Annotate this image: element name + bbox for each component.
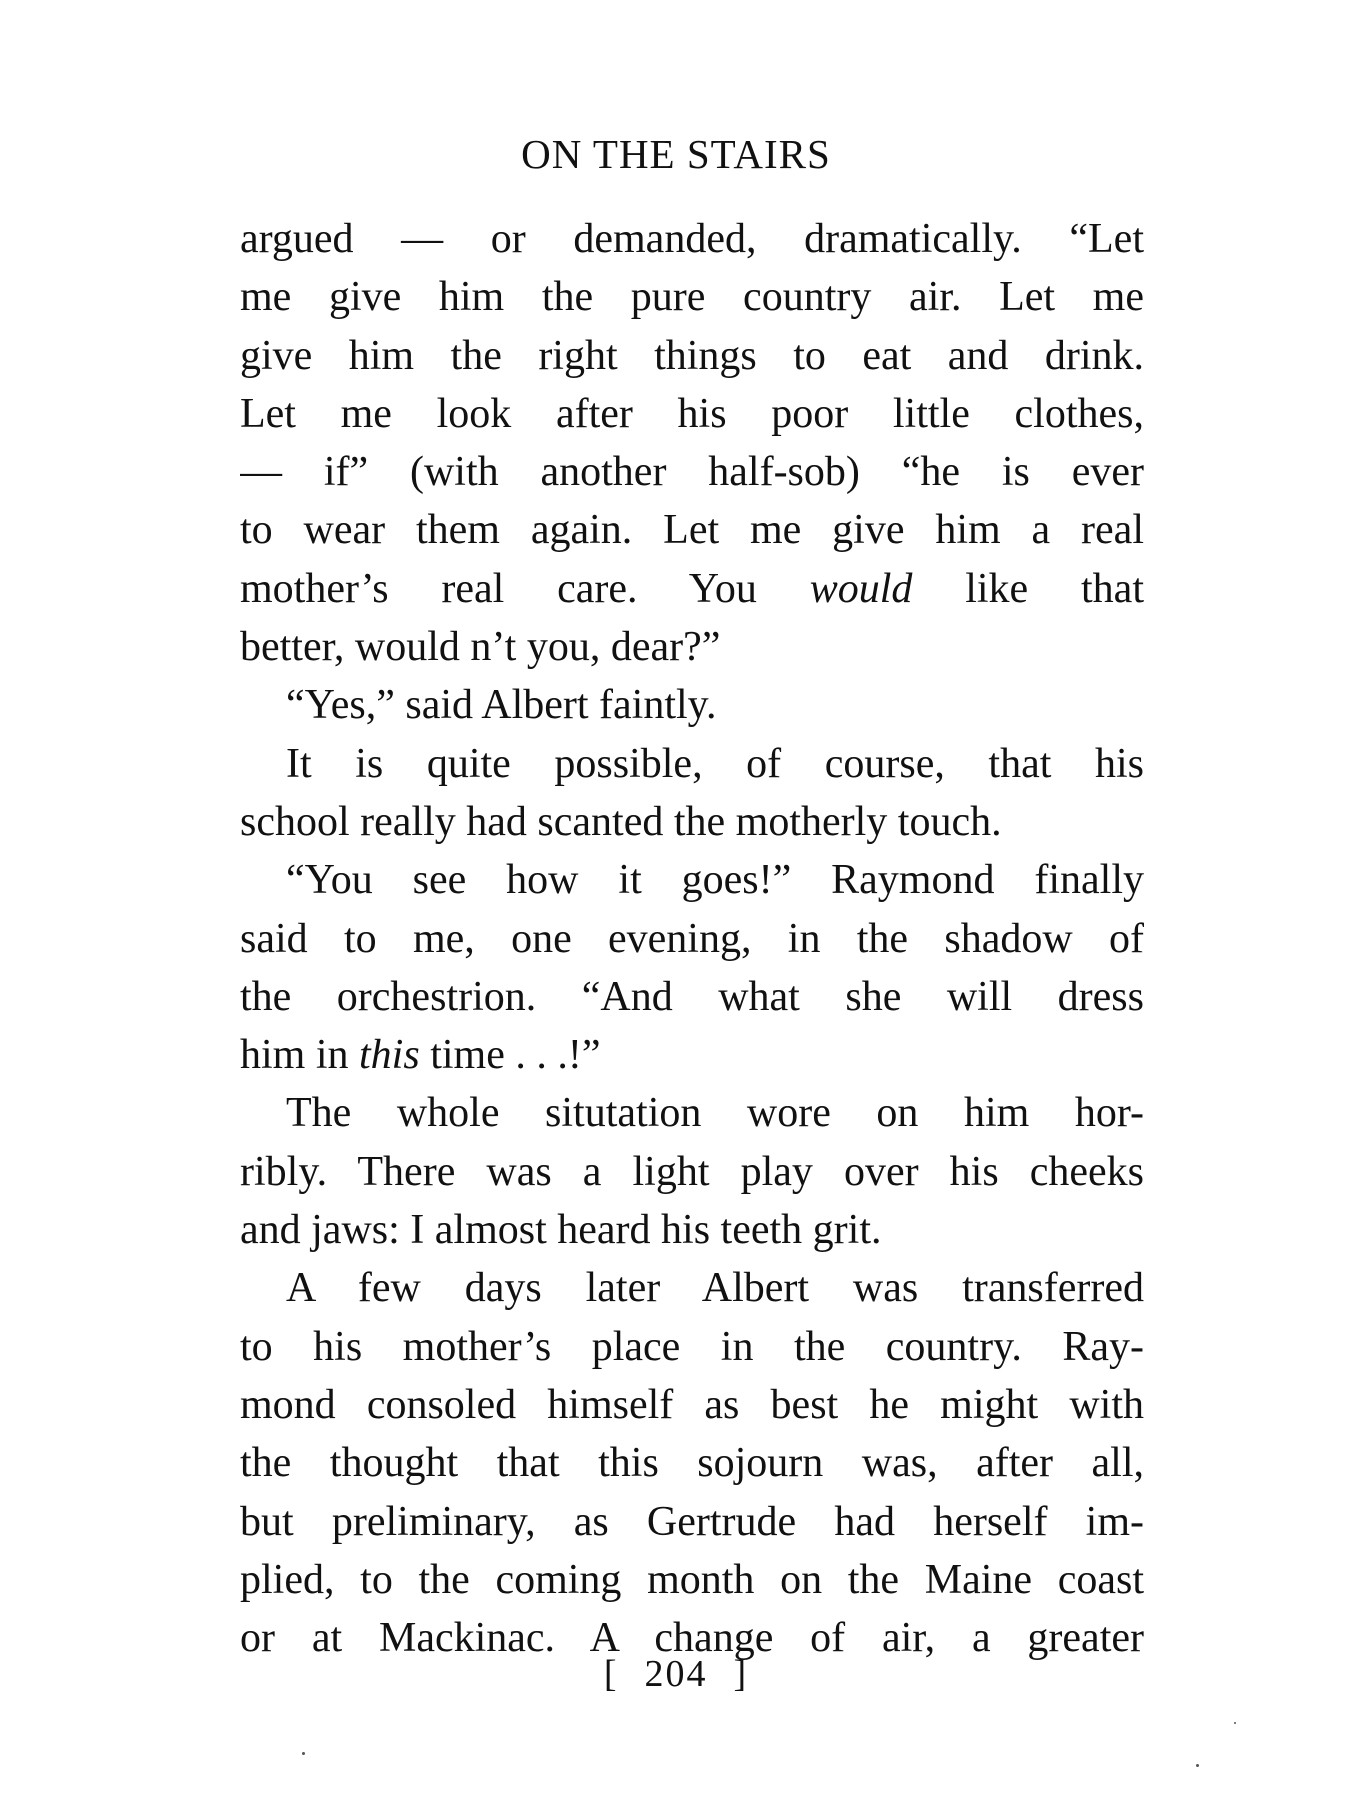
text-line: give him the right things to eat and drink. — [240, 332, 1144, 379]
body-text — [240, 210, 1144, 1667]
italic-emphasis: this — [359, 1032, 420, 1079]
text-line: “Yes,” said Albert faintly. — [286, 682, 717, 729]
text-line: mother’s real care. You would like that — [240, 565, 1144, 612]
text-line: him in this time . . .!” — [240, 1032, 601, 1079]
text-line: argued — or demanded, dramatically. “Let — [240, 216, 1144, 262]
text-line: school really had scanted the motherly touch. — [240, 798, 1002, 845]
text-line: It is quite possible, of course, that his — [286, 740, 1144, 787]
text-line: Let me look after his poor little clothes, — [240, 390, 1144, 437]
text-line: said to me, one evening, in the shadow of — [240, 915, 1144, 962]
scan-speck — [1196, 1764, 1199, 1767]
text-line: the thought that this sojourn was, after all, — [240, 1440, 1144, 1487]
text-line: — if” (with another half-sob) “he is ever — [240, 449, 1144, 496]
text-line: me give him the pure country air. Let me — [240, 274, 1144, 321]
italic-emphasis: would — [809, 565, 913, 612]
text-line: to his mother’s place in the country. Ray- — [240, 1323, 1144, 1370]
folio-number: 204 — [644, 1653, 708, 1695]
text-line: and jaws: I almost heard his teeth grit. — [240, 1207, 882, 1254]
running-head: ON THE STAIRS — [521, 131, 831, 177]
text-line: but preliminary, as Gertrude had herself im- — [240, 1498, 1144, 1545]
page-number — [0, 1646, 1352, 1702]
text-line: “You see how it goes!” Raymond finally — [286, 857, 1144, 904]
text-line: A few days later Albert was transferred — [286, 1265, 1144, 1312]
text-line: mond consoled himself as best he might with — [240, 1381, 1144, 1428]
folio-open-bracket: [ — [603, 1653, 619, 1695]
text-line: or at Mackinac. A change of air, a greater — [240, 1615, 1144, 1662]
text-line: plied, to the coming month on the Maine coast — [240, 1556, 1144, 1603]
text-line: better, would n’t you, dear?” — [240, 624, 721, 671]
text-line: ribly. There was a light play over his cheeks — [240, 1148, 1144, 1195]
folio-close-bracket: ] — [733, 1653, 749, 1695]
scan-speck — [1234, 1722, 1236, 1724]
text-line: the orchestrion. “And what she will dress — [240, 973, 1144, 1020]
scan-speck — [302, 1752, 305, 1755]
text-line: to wear them again. Let me give him a real — [240, 507, 1144, 554]
text-line: The whole situtation wore on him hor- — [286, 1090, 1144, 1137]
